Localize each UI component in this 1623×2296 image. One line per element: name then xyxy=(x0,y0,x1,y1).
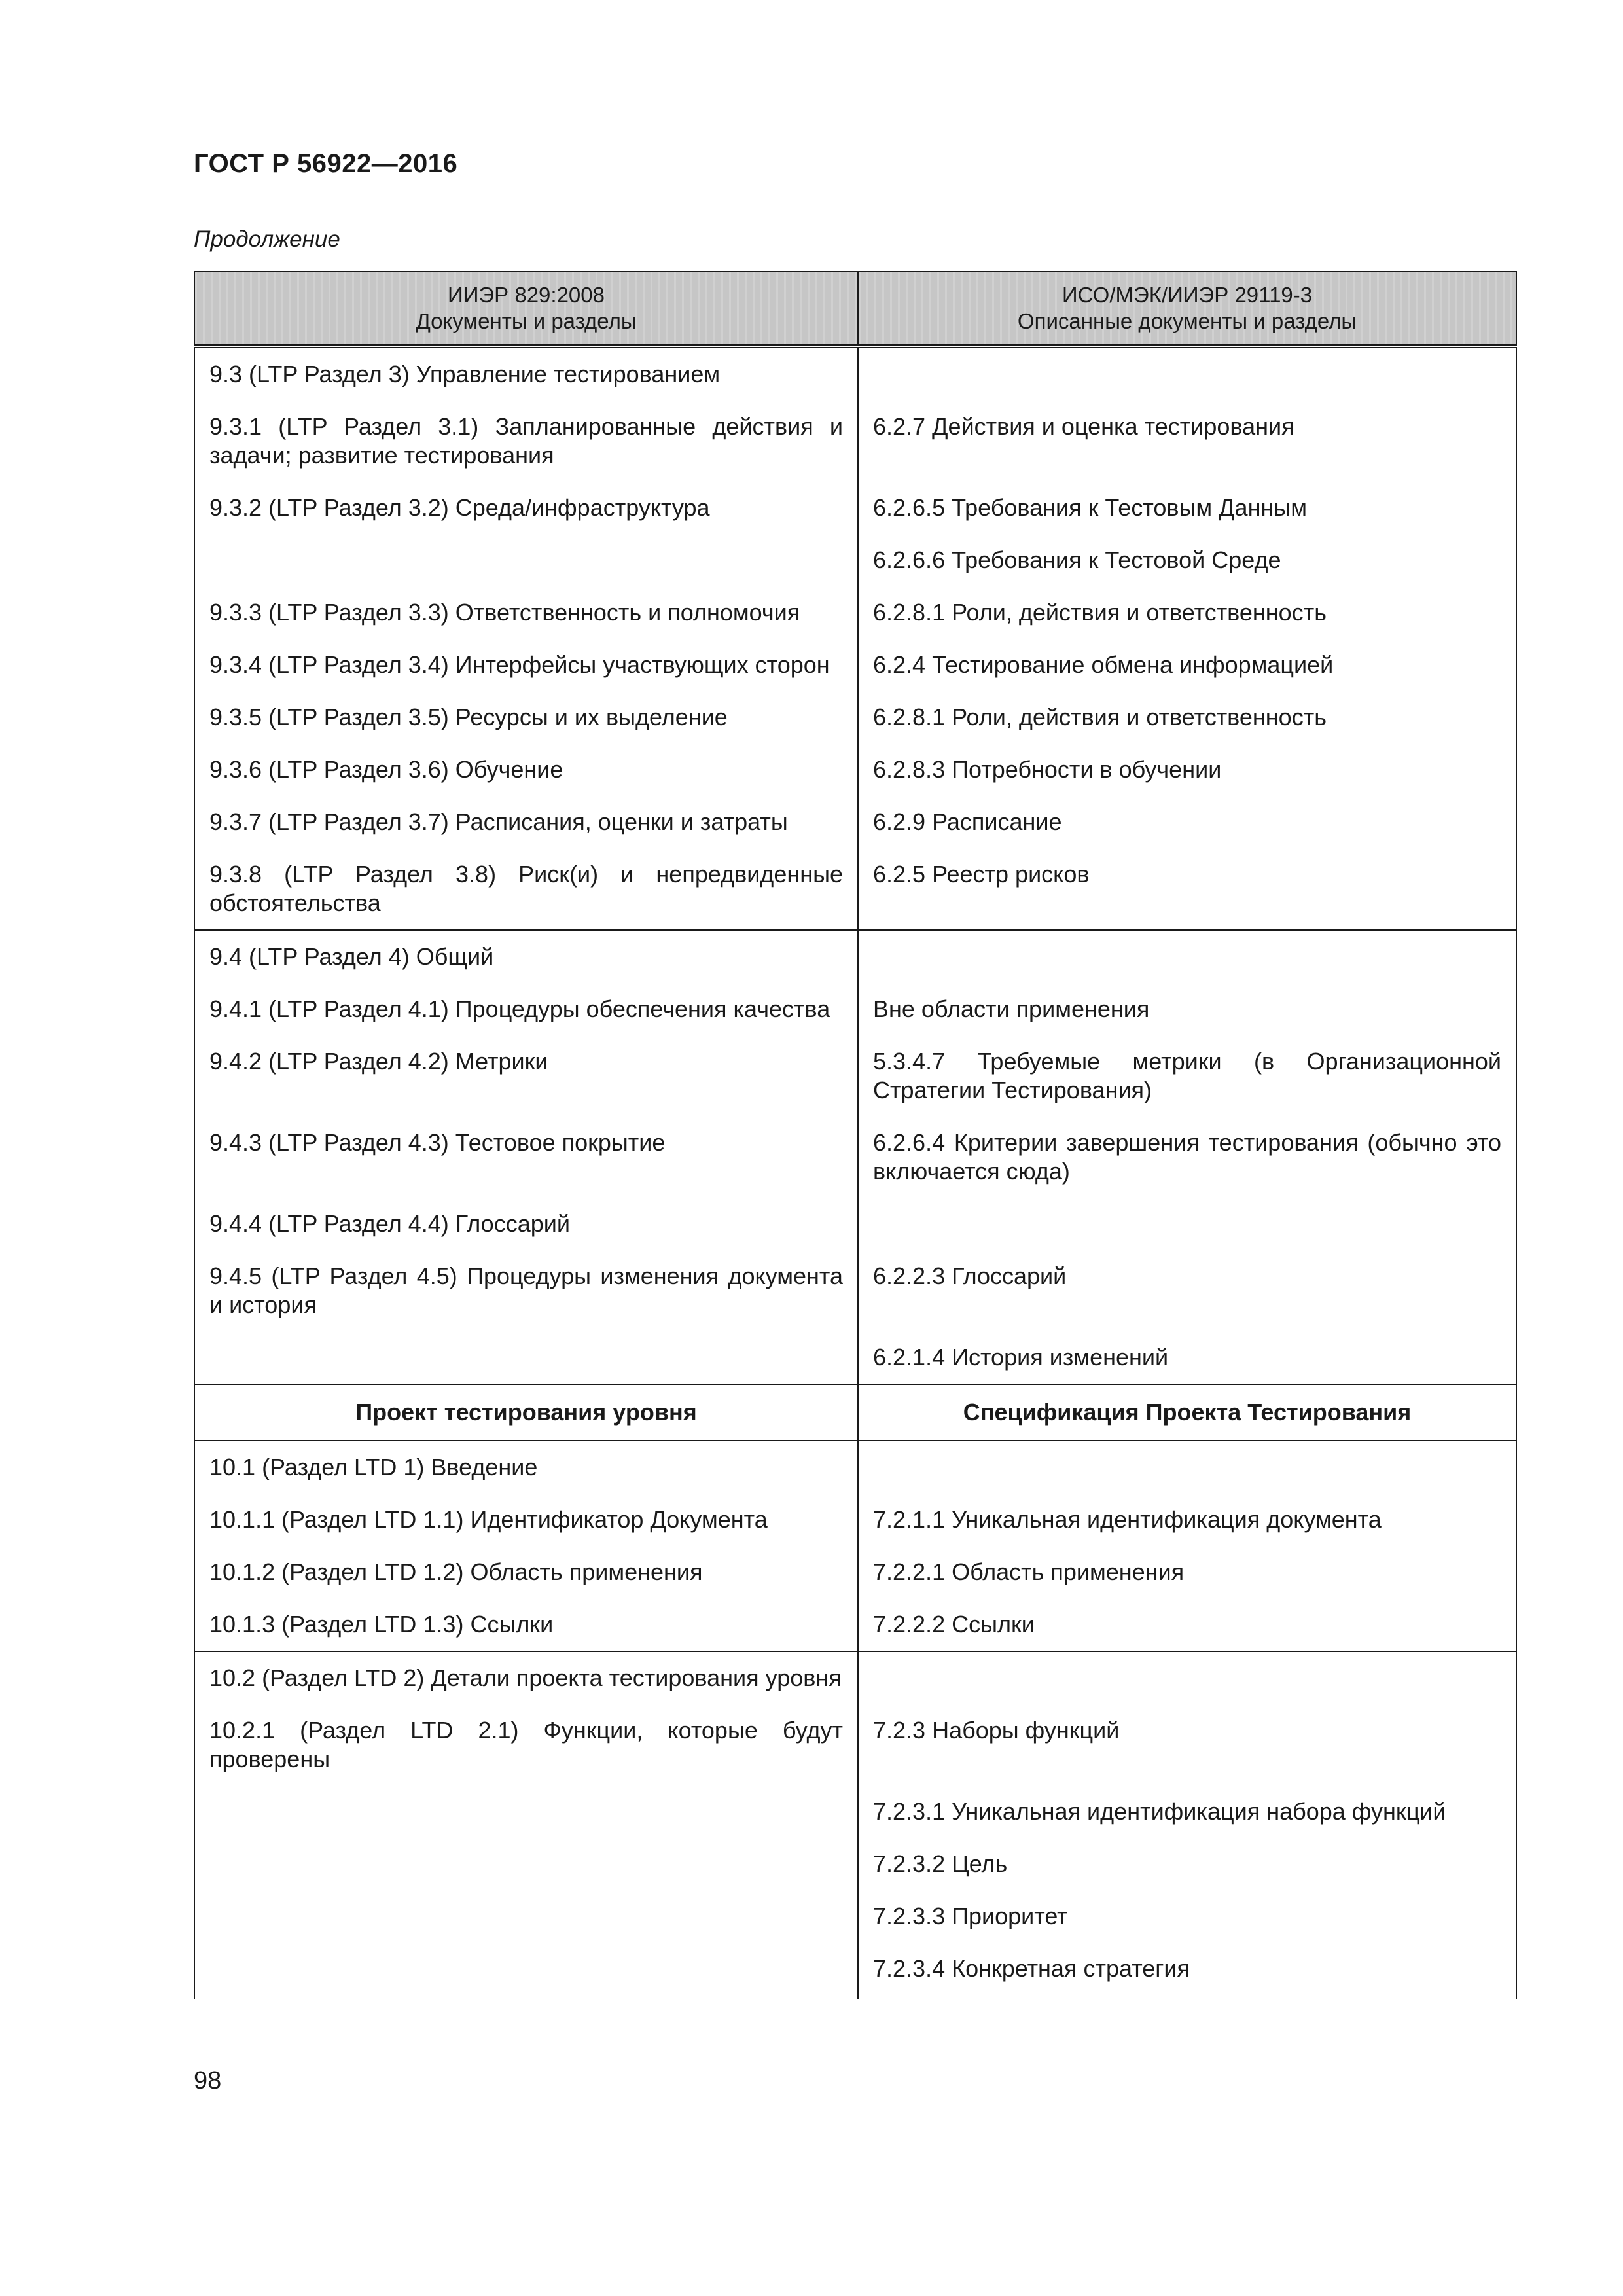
cell-iso-section: 6.2.6.6 Требования к Тестовой Среде xyxy=(858,534,1516,586)
table-row xyxy=(194,744,1516,796)
table-row xyxy=(194,1494,1516,1546)
cell-ieee-section xyxy=(194,1890,858,1943)
cell-ieee-section: 10.1.1 (Раздел LTD 1.1) Идентификатор Документа xyxy=(194,1494,858,1546)
cell-iso-section: 7.2.3 Наборы функций xyxy=(858,1704,1516,1785)
cell-ieee-section: 10.2 (Раздел LTD 2) Детали проекта тестирования уровня xyxy=(194,1651,858,1704)
cell-ieee-section xyxy=(194,1838,858,1890)
cell-ieee-section: 10.1 (Раздел LTD 1) Введение xyxy=(194,1441,858,1494)
cell-iso-section: 7.2.3.2 Цель xyxy=(858,1838,1516,1890)
table-row xyxy=(194,1117,1516,1198)
cell-iso-section xyxy=(858,346,1516,401)
cell-iso-section xyxy=(858,930,1516,983)
cell-iso-section: 6.2.4 Тестирование обмена информацией xyxy=(858,639,1516,691)
cell-ieee-section: 9.3.6 (LTP Раздел 3.6) Обучение xyxy=(194,744,858,796)
cell-ieee-section: 9.4.4 (LTP Раздел 4.4) Глоссарий xyxy=(194,1198,858,1250)
cell-iso-section: 7.2.2.2 Ссылки xyxy=(858,1598,1516,1651)
table-body xyxy=(194,346,1516,1999)
cell-ieee-section: 9.3.8 (LTP Раздел 3.8) Риск(и) и непредвиденные обстоятельства xyxy=(194,848,858,930)
cell-iso-section: 7.2.3.1 Уникальная идентификация набора функций xyxy=(858,1785,1516,1838)
cell-ieee-section: 9.3 (LTP Раздел 3) Управление тестированием xyxy=(194,346,858,401)
cell-iso-section: 6.2.8.3 Потребности в обучении xyxy=(858,744,1516,796)
cell-ieee-section: 9.3.5 (LTP Раздел 3.5) Ресурсы и их выделение xyxy=(194,691,858,744)
table-row xyxy=(194,1598,1516,1651)
cell-iso-section: 7.2.2.1 Область применения xyxy=(858,1546,1516,1598)
table-row xyxy=(194,346,1516,401)
table-row xyxy=(194,1704,1516,1785)
column-header-iso-caption: Описанные документы и разделы xyxy=(1017,309,1357,333)
cell-ieee-section: 10.2.1 (Раздел LTD 2.1) Функции, которые будут проверены xyxy=(194,1704,858,1785)
table-row xyxy=(194,1838,1516,1890)
cell-iso-section: 5.3.4.7 Требуемые метрики (в Организационной Стратегии Тестирования) xyxy=(858,1035,1516,1117)
cell-iso-section: 6.2.5 Реестр рисков xyxy=(858,848,1516,930)
cell-ieee-section: 9.3.4 (LTP Раздел 3.4) Интерфейсы участвующих сторон xyxy=(194,639,858,691)
table-row xyxy=(194,639,1516,691)
cell-iso-section: 6.2.2.3 Глоссарий xyxy=(858,1250,1516,1331)
table-row xyxy=(194,1035,1516,1117)
cell-iso-section: 6.2.1.4 История изменений xyxy=(858,1331,1516,1384)
document-id: ГОСТ Р 56922—2016 xyxy=(194,149,458,178)
cell-ieee-section: 9.3.7 (LTP Раздел 3.7) Расписания, оценки и затраты xyxy=(194,796,858,848)
column-header-ieee-standard: ИИЭР 829:2008 xyxy=(448,283,605,307)
table-row xyxy=(194,586,1516,639)
cell-ieee-section: 9.4 (LTP Раздел 4) Общий xyxy=(194,930,858,983)
cell-iso-section xyxy=(858,1651,1516,1704)
cell-iso-section: 6.2.9 Расписание xyxy=(858,796,1516,848)
cell-ieee-section: 9.3.3 (LTP Раздел 3.3) Ответственность и полномочия xyxy=(194,586,858,639)
cell-ieee-section: Проект тестирования уровня xyxy=(194,1384,858,1441)
cell-ieee-section: 9.4.2 (LTP Раздел 4.2) Метрики xyxy=(194,1035,858,1117)
table-row xyxy=(194,1331,1516,1384)
cell-ieee-section: 9.3.2 (LTP Раздел 3.2) Среда/инфраструктура xyxy=(194,482,858,534)
table-row xyxy=(194,401,1516,482)
column-header-ieee-caption: Документы и разделы xyxy=(416,309,637,333)
cell-iso-section: 6.2.8.1 Роли, действия и ответственность xyxy=(858,691,1516,744)
cell-iso-section: 7.2.3.4 Конкретная стратегия xyxy=(858,1943,1516,1999)
table-row xyxy=(194,482,1516,534)
table-row xyxy=(194,930,1516,983)
cell-ieee-section: 9.4.5 (LTP Раздел 4.5) Процедуры изменения документа и история xyxy=(194,1250,858,1331)
mapping-table xyxy=(194,271,1517,1999)
cell-iso-section: 6.2.6.4 Критерии завершения тестирования (обычно это включается сюда) xyxy=(858,1117,1516,1198)
cell-ieee-section: 9.4.1 (LTP Раздел 4.1) Процедуры обеспечения качества xyxy=(194,983,858,1035)
cell-iso-section: Вне области применения xyxy=(858,983,1516,1035)
table-section-header xyxy=(194,1384,1516,1441)
cell-iso-section: Спецификация Проекта Тестирования xyxy=(858,1384,1516,1441)
cell-ieee-section: 9.3.1 (LTP Раздел 3.1) Запланированные действия и задачи; развитие тестирования xyxy=(194,401,858,482)
cell-ieee-section xyxy=(194,1785,858,1838)
table-row xyxy=(194,534,1516,586)
cell-iso-section xyxy=(858,1441,1516,1494)
page-number: 98 xyxy=(194,2067,222,2094)
table-row xyxy=(194,1651,1516,1704)
cell-ieee-section xyxy=(194,1943,858,1999)
column-header-ieee xyxy=(194,272,858,346)
table-row xyxy=(194,796,1516,848)
cell-ieee-section: 9.4.3 (LTP Раздел 4.3) Тестовое покрытие xyxy=(194,1117,858,1198)
cell-iso-section: 7.2.3.3 Приоритет xyxy=(858,1890,1516,1943)
cell-iso-section: 7.2.1.1 Уникальная идентификация документа xyxy=(858,1494,1516,1546)
cell-iso-section xyxy=(858,1198,1516,1250)
cell-ieee-section: 10.1.3 (Раздел LTD 1.3) Ссылки xyxy=(194,1598,858,1651)
continuation-label: Продолжение xyxy=(194,226,340,252)
table-row xyxy=(194,848,1516,930)
column-header-iso-standard: ИСО/МЭК/ИИЭР 29119-3 xyxy=(1061,283,1313,307)
cell-ieee-section xyxy=(194,534,858,586)
table-row xyxy=(194,1250,1516,1331)
table-row xyxy=(194,1441,1516,1494)
cell-ieee-section xyxy=(194,1331,858,1384)
table-row xyxy=(194,983,1516,1035)
cell-iso-section: 6.2.7 Действия и оценка тестирования xyxy=(858,401,1516,482)
table-row xyxy=(194,1785,1516,1838)
table-header-row xyxy=(194,272,1516,346)
table-row xyxy=(194,1890,1516,1943)
table-row xyxy=(194,691,1516,744)
table-row xyxy=(194,1546,1516,1598)
cell-iso-section: 6.2.6.5 Требования к Тестовым Данным xyxy=(858,482,1516,534)
table-row xyxy=(194,1198,1516,1250)
column-header-iso xyxy=(858,272,1516,346)
cell-iso-section: 6.2.8.1 Роли, действия и ответственность xyxy=(858,586,1516,639)
table-row xyxy=(194,1943,1516,1999)
cell-ieee-section: 10.1.2 (Раздел LTD 1.2) Область применения xyxy=(194,1546,858,1598)
